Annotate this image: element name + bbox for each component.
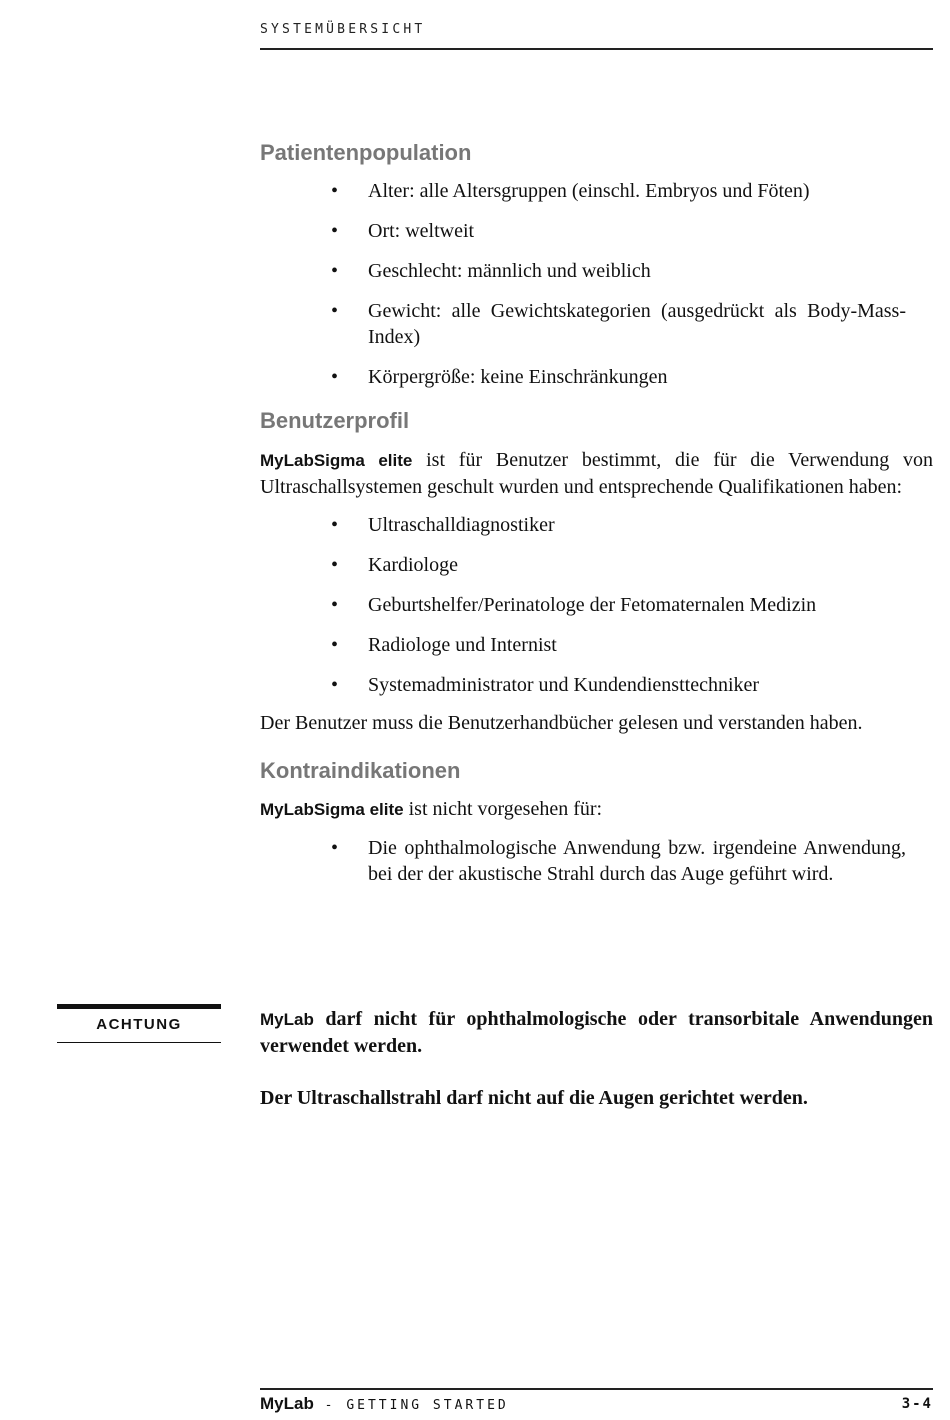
footer-brand: MyLab: [260, 1394, 314, 1413]
bullet-icon: •: [331, 220, 339, 243]
list-item: • Systemadministrator und Kundendiensttechniker: [331, 673, 760, 696]
main-content: [260, 140, 933, 901]
list-item: • Alter: alle Altersgruppen (einschl. Embryos und Föten): [331, 180, 810, 203]
warning-label: [57, 1004, 221, 1043]
running-header: [260, 20, 933, 50]
bullet-icon: •: [331, 593, 339, 616]
running-footer: [260, 1388, 933, 1420]
bullet-icon: •: [331, 553, 339, 576]
bullet-icon: •: [331, 513, 339, 536]
bullet-icon: •: [331, 673, 339, 696]
user-profile-intro: MyLabSigma elite ist für Benutzer bestimmt, die für die Verwendung von Ultraschallsystemen geschult wurden und entsprechende Qualifikationen haben:: [260, 448, 933, 498]
list-item: • Die ophthalmologische Anwendung bzw. irgendeine Anwendung, bei der der akustische Strahl durch das Auge geführt wird.: [331, 837, 906, 886]
patient-population-section: [260, 140, 933, 390]
list-item: • Körpergröße: keine Einschränkungen: [331, 366, 668, 389]
footer-title: [260, 1394, 509, 1414]
user-profile-closing: Der Benutzer muss die Benutzerhandbücher gelesen und verstanden haben.: [260, 711, 863, 734]
page-number: 3-4: [901, 1396, 933, 1412]
warning-line-2: Der Ultraschallstrahl darf nicht auf die Augen gerichtet werden.: [260, 1087, 808, 1109]
list-item: • Radiologe und Internist: [331, 633, 557, 656]
contraindications-section: [260, 758, 933, 887]
bullet-icon: •: [331, 300, 339, 323]
bullet-icon: •: [331, 180, 339, 203]
contraindications-heading: Kontraindikationen: [260, 757, 461, 783]
patient-population-heading: Patientenpopulation: [260, 140, 472, 165]
bullet-icon: •: [331, 260, 339, 283]
user-profile-list: [260, 512, 933, 698]
list-item: • Geburtshelfer/Perinatologe der Fetomaternalen Medizin: [331, 593, 817, 616]
bullet-icon: •: [331, 837, 339, 860]
list-item: • Kardiologe: [331, 553, 458, 576]
patient-population-list: [260, 178, 933, 390]
list-item: • Ultraschalldiagnostiker: [331, 513, 555, 536]
warning-text: [260, 1006, 933, 1137]
bullet-icon: •: [331, 366, 339, 389]
list-item: • Gewicht: alle Gewichtskategorien (ausgedrückt als Body-Mass-Index): [331, 300, 906, 349]
contraindications-list: [260, 835, 933, 887]
user-profile-section: [260, 408, 933, 735]
warning-label-text: ACHTUNG: [96, 1016, 182, 1033]
contraindications-intro: MyLabSigma elite ist nicht vorgesehen für:: [260, 798, 603, 821]
user-profile-heading: Benutzerprofil: [260, 408, 410, 434]
product-name: MyLabSigma elite: [260, 800, 404, 820]
warning-line-1: MyLab darf nicht für ophthalmologische oder transorbitale Anwendungen verwendet werden.: [260, 1008, 933, 1057]
list-item: • Ort: weltweit: [331, 220, 475, 243]
list-item: • Geschlecht: männlich und weiblich: [331, 260, 651, 283]
product-name: MyLabSigma elite: [260, 450, 413, 470]
header-title: SYSTEMÜBERSICHT: [260, 22, 426, 37]
footer-subtitle: - GETTING STARTED: [313, 1398, 509, 1413]
product-name: MyLab: [260, 1010, 314, 1029]
bullet-icon: •: [331, 633, 339, 656]
